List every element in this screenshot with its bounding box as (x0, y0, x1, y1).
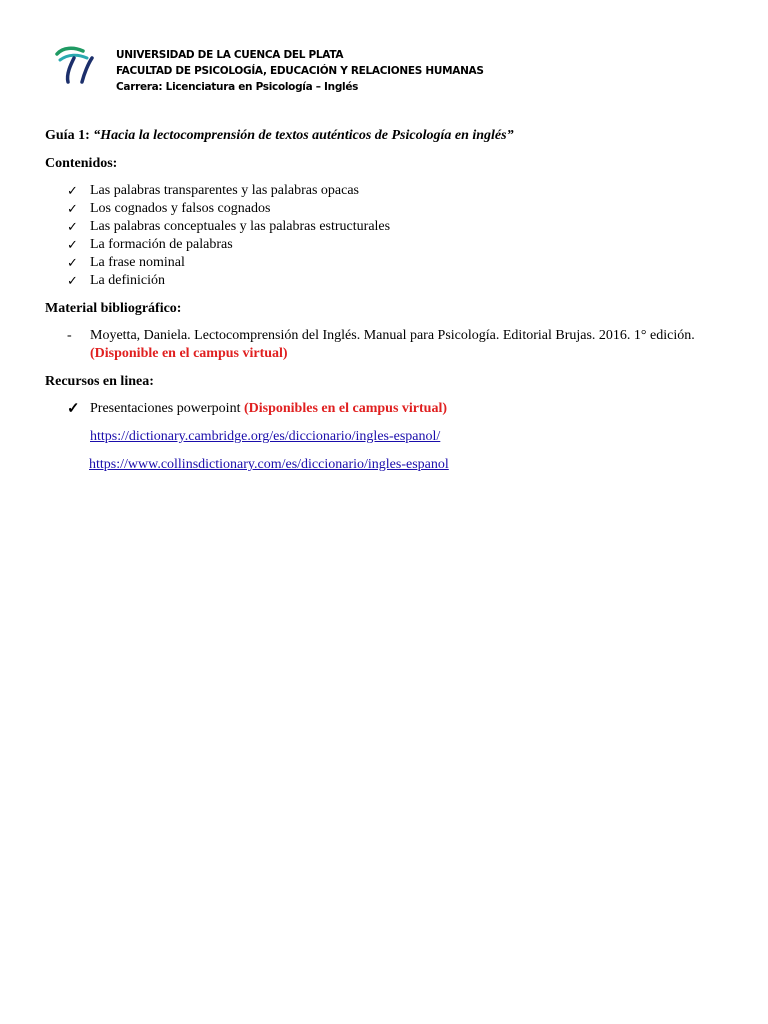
list-item (45, 254, 735, 272)
list-item-text: Los cognados y falsos cognados (90, 201, 271, 216)
bibliography-entry (45, 327, 735, 363)
list-item (45, 236, 735, 254)
checkmark-icon: ✓ (67, 255, 78, 270)
guide-label: Guía 1: (45, 128, 94, 143)
checkmark-icon: ✓ (67, 201, 78, 216)
resources-list (45, 400, 735, 418)
list-item (45, 218, 735, 236)
list-item (45, 182, 735, 200)
contents-list (45, 182, 735, 290)
career-name: Carrera: Licenciatura en Psicología – Inglés (116, 81, 359, 93)
list-item-text: La frase nominal (90, 255, 185, 270)
guide-title: “Hacia la lectocomprensión de textos auténticos de Psicología en inglés” (93, 128, 514, 143)
header-text-block (116, 47, 484, 95)
presentations-availability: Disponibles en el campus virtual) (248, 401, 447, 416)
university-name: UNIVERSIDAD DE LA CUENCA DEL PLATA (116, 49, 344, 61)
checkmark-icon: ✓ (67, 273, 78, 288)
bibliography-text: Moyetta, Daniela. Lectocomprensión del Inglés. Manual para Psicología. Editorial Brujas. 2016. 1° edición. (90, 328, 695, 343)
guide-title-line (45, 127, 735, 145)
dash-bullet-icon: - (67, 328, 72, 343)
list-item-text: Las palabras transparentes y las palabras opacas (90, 183, 359, 198)
document-body (45, 127, 735, 474)
cambridge-link-row (45, 428, 735, 446)
list-item (45, 400, 735, 418)
checkmark-icon: ✓ (67, 183, 78, 198)
checkmark-icon: ✓ (67, 219, 78, 234)
faculty-name: FACULTAD DE PSICOLOGÍA, EDUCACIÓN Y RELACIONES HUMANAS (116, 65, 484, 77)
bibliography-availability: (Disponible en el campus virtual) (90, 346, 288, 361)
list-item-text: Las palabras conceptuales y las palabras estructurales (90, 219, 391, 234)
bibliography-heading: Material bibliográfico: (45, 301, 182, 316)
university-logo-icon (54, 44, 98, 88)
checkmark-icon: ✓ (67, 237, 78, 252)
resources-heading: Recursos en linea: (45, 374, 154, 389)
list-item (45, 272, 735, 290)
contents-heading: Contenidos: (45, 156, 118, 171)
collins-link-row (45, 456, 735, 474)
presentations-text: Presentaciones powerpoint (90, 401, 244, 416)
list-item (45, 200, 735, 218)
collins-dictionary-link[interactable]: https://www.collinsdictionary.com/es/diccionario/ingles-espanol (89, 457, 449, 472)
list-item-text: La formación de palabras (90, 237, 233, 252)
cambridge-dictionary-link[interactable]: https://dictionary.cambridge.org/es/diccionario/ingles-espanol/ (90, 429, 441, 444)
list-item-text: La definición (90, 273, 166, 288)
presentations-paren: ( (243, 401, 249, 416)
checkmark-icon: ✓ (67, 401, 80, 417)
document-header (54, 44, 754, 94)
